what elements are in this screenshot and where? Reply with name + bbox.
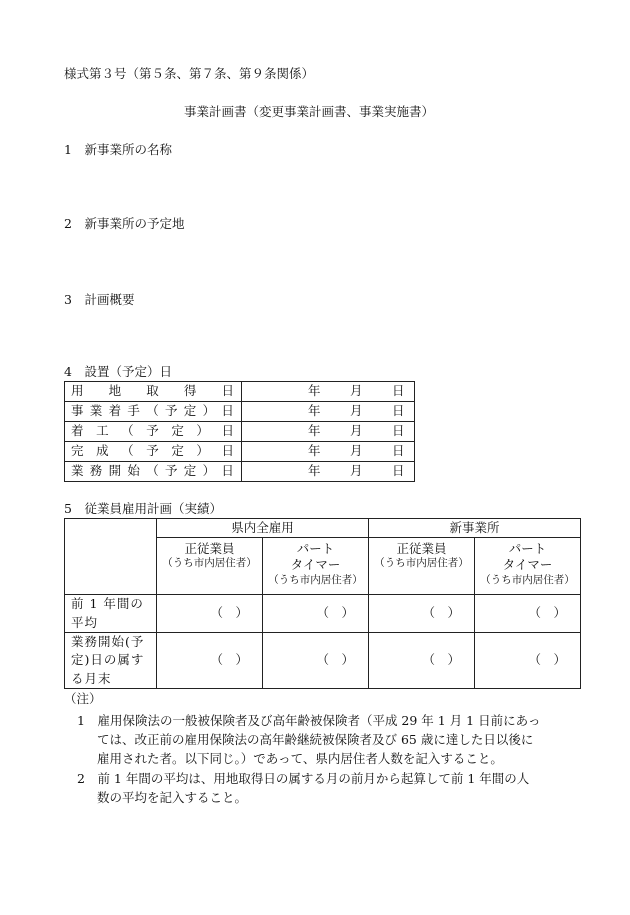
date-row-value[interactable]: 年 月 日	[242, 462, 415, 482]
col-header-full-time-1: 正従業員 （うち市内居住者）	[157, 538, 263, 595]
table-row	[65, 422, 415, 442]
date-row-value[interactable]: 年 月 日	[242, 402, 415, 422]
date-row-label: 事 業 着 手 （ 予 定 ） 日	[65, 402, 242, 422]
note-1-line-1: 1 雇用保険法の一般被保険者及び高年齢被保険者（平成 29 年 1 月 1 日前にあっ	[77, 713, 541, 728]
note-2-line-2: 数の平均を記入すること。	[97, 790, 248, 805]
col-header-full-time-2: 正従業員 （うち市内居住者）	[369, 538, 475, 595]
section-3-heading: 3 計画概要	[64, 292, 135, 307]
date-row-label: 着 工 （ 予 定 ） 日	[65, 422, 242, 442]
section-5-heading: 5 従業員雇用計画（実績）	[64, 501, 222, 516]
section-1-heading: 1 新事業所の名称	[64, 142, 172, 157]
col-header-part-time-2: パート タイマー （うち市内居住者）	[475, 538, 581, 595]
date-row-label: 完 成 （ 予 定 ） 日	[65, 442, 242, 462]
date-row-label: 業 務 開 始 （ 予 定 ） 日	[65, 462, 242, 482]
section-2-heading: 2 新事業所の予定地	[64, 216, 185, 231]
row-label-business-start-month-end: 業務開始(予 定)日の属す る月末	[65, 633, 157, 689]
table-row	[65, 382, 415, 402]
note-1-line-2: ては、改正前の雇用保険法の高年齢継続被保険者及び 65 歳に達した日以後に	[97, 732, 534, 747]
group-header-prefecture: 県内全雇用	[157, 519, 369, 538]
table-cell[interactable]: （ ）	[475, 633, 581, 689]
table-cell[interactable]: （ ）	[475, 595, 581, 633]
form-number: 様式第３号（第５条、第７条、第９条関係）	[64, 66, 315, 81]
corner-cell	[65, 519, 157, 595]
table-cell[interactable]: （ ）	[263, 595, 369, 633]
note-2-line-1: 2 前 1 年間の平均は、用地取得日の属する月の前月から起算して前 1 年間の人	[77, 771, 530, 786]
establishment-date-table	[64, 381, 415, 482]
table-row	[65, 462, 415, 482]
group-header-new-office: 新事業所	[369, 519, 581, 538]
table-cell[interactable]: （ ）	[369, 633, 475, 689]
section-4-heading: 4 設置（予定）日	[64, 364, 172, 379]
date-row-value[interactable]: 年 月 日	[242, 442, 415, 462]
date-row-value[interactable]: 年 月 日	[242, 422, 415, 442]
table-row	[65, 442, 415, 462]
page-title: 事業計画書（変更事業計画書、事業実施書）	[184, 104, 435, 119]
date-row-value[interactable]: 年 月 日	[242, 382, 415, 402]
date-row-label: 用 地 取 得 日	[65, 382, 242, 402]
employment-plan-table	[64, 518, 581, 689]
table-cell[interactable]: （ ）	[157, 595, 263, 633]
row-label-prev-year-average: 前 1 年間の 平均	[65, 595, 157, 633]
note-1-line-3: 雇用された者。以下同じ。）であって、県内居住者人数を記入すること。	[97, 751, 503, 766]
notes-heading: （注）	[64, 691, 102, 706]
table-row	[65, 402, 415, 422]
table-cell[interactable]: （ ）	[263, 633, 369, 689]
col-header-part-time-1: パート タイマー （うち市内居住者）	[263, 538, 369, 595]
table-cell[interactable]: （ ）	[369, 595, 475, 633]
table-cell[interactable]: （ ）	[157, 633, 263, 689]
